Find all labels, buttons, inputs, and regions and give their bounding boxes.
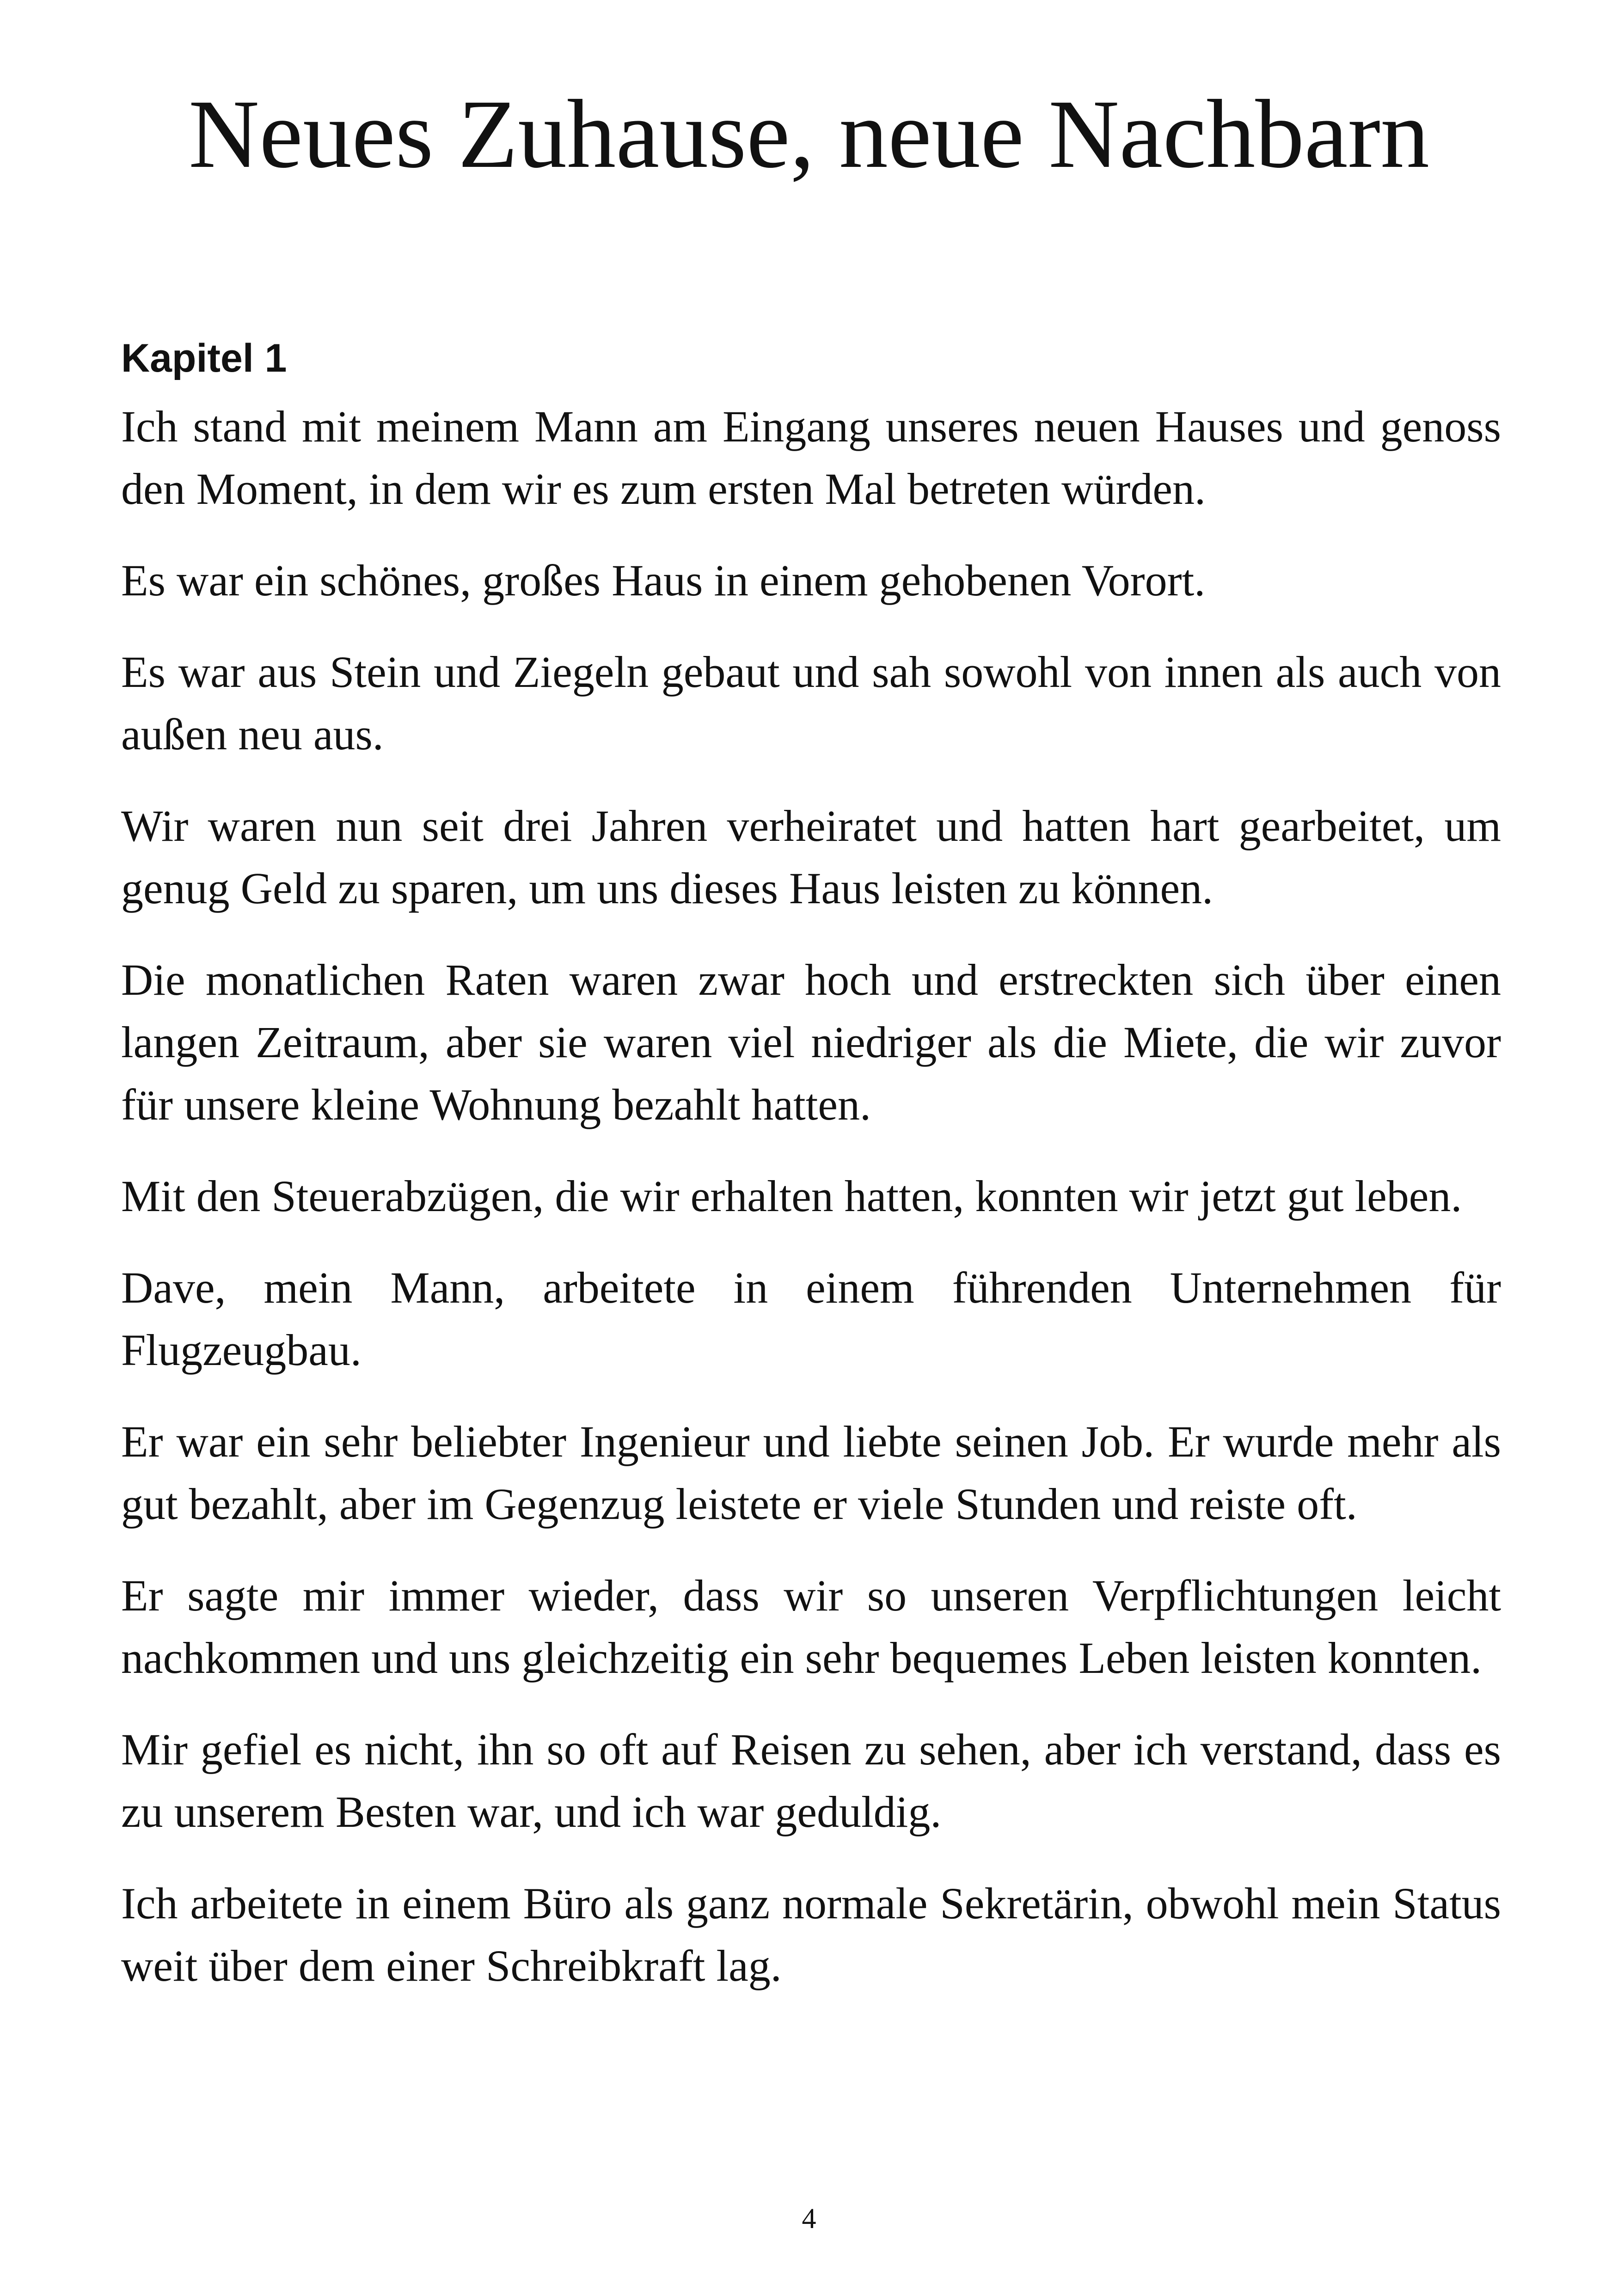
chapter-heading: Kapitel 1	[121, 336, 287, 380]
page-number: 4	[802, 2203, 816, 2235]
paragraph: Er war ein sehr beliebter Ingenieur und liebte seinen Job. Er wurde mehr als gut bezahlt, aber im Gegenzug leistete er viele Stunden und reiste oft.	[121, 1417, 1501, 1529]
paragraph: Mir gefiel es nicht, ihn so oft auf Reisen zu sehen, aber ich verstand, dass es zu unserem Besten war, und ich war geduldig.	[121, 1725, 1501, 1837]
paragraph: Es war ein schönes, großes Haus in einem gehobenen Vorort.	[121, 556, 1206, 605]
paragraph: Dave, mein Mann, arbeitete in einem führenden Unternehmen für Flugzeugbau.	[121, 1263, 1501, 1375]
chapter-body	[121, 395, 1501, 2026]
paragraph: Mit den Steuerabzügen, die wir erhalten hatten, konnten wir jetzt gut leben.	[121, 1171, 1462, 1221]
paragraph: Die monatlichen Raten waren zwar hoch und erstreckten sich über einen langen Zeitraum, aber sie waren viel niedriger als die Miete, die wir zuvor für unsere kleine Wohnung bezahlt hatten.	[121, 955, 1501, 1129]
paragraph: Er sagte mir immer wieder, dass wir so unseren Verpflichtungen leicht nachkommen und uns gleichzeitig ein sehr bequemes Leben leisten konnten.	[121, 1571, 1501, 1683]
page-title: Neues Zuhause, neue Nachbarn	[188, 80, 1430, 188]
paragraph: Es war aus Stein und Ziegeln gebaut und sah sowohl von innen als auch von außen neu aus.	[121, 647, 1501, 759]
paragraph: Wir waren nun seit drei Jahren verheiratet und hatten hart gearbeitet, um genug Geld zu sparen, um uns dieses Haus leisten zu können.	[121, 801, 1501, 913]
paragraph: Ich stand mit meinem Mann am Eingang unseres neuen Hauses und genoss den Moment, in dem wir es zum ersten Mal betreten würden.	[121, 402, 1501, 514]
paragraph: Ich arbeitete in einem Büro als ganz normale Sekretärin, obwohl mein Status weit über dem einer Schreibkraft lag.	[121, 1879, 1501, 1990]
